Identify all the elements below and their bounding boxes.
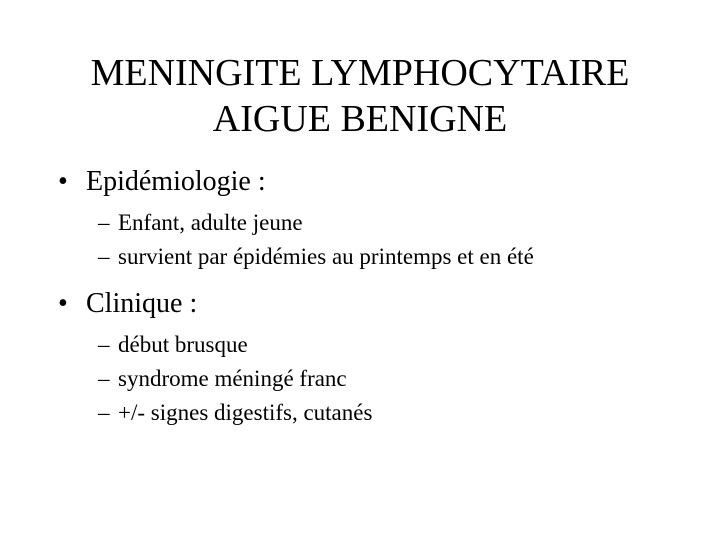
sub-item-meningeal <box>98 362 698 396</box>
bullet-clinique <box>58 284 698 430</box>
bullet-list <box>58 162 698 440</box>
dash-marker: – <box>98 400 110 425</box>
dash-marker: – <box>98 210 110 235</box>
sub-item-signs <box>98 396 698 430</box>
sub-item-age <box>98 206 698 240</box>
slide-title-line-1: MENINGITE LYMPHOCYTAIRE <box>90 52 630 94</box>
bullet-heading-clinique: Clinique : <box>86 288 198 319</box>
slide-title <box>0 50 720 142</box>
dash-marker: – <box>98 244 110 269</box>
bullet-marker: • <box>58 166 68 197</box>
sub-item-text: syndrome méningé franc <box>118 366 347 391</box>
sub-item-onset <box>98 328 698 362</box>
sub-list-clinique <box>86 328 698 430</box>
sub-item-text: survient par épidémies au printemps et en été <box>118 244 534 269</box>
dash-marker: – <box>98 366 110 391</box>
sub-item-season <box>98 240 698 274</box>
bullet-heading-epidemiologie: Epidémiologie : <box>86 166 266 197</box>
sub-item-text: début brusque <box>118 332 248 357</box>
dash-marker: – <box>98 332 110 357</box>
slide-title-line-2: AIGUE BENIGNE <box>212 98 508 140</box>
sub-item-text: +/- signes digestifs, cutanés <box>118 400 373 425</box>
sub-item-text: Enfant, adulte jeune <box>118 210 303 235</box>
sub-list-epidemiologie <box>86 206 698 274</box>
bullet-epidemiologie <box>58 162 698 274</box>
bullet-marker: • <box>58 288 68 319</box>
